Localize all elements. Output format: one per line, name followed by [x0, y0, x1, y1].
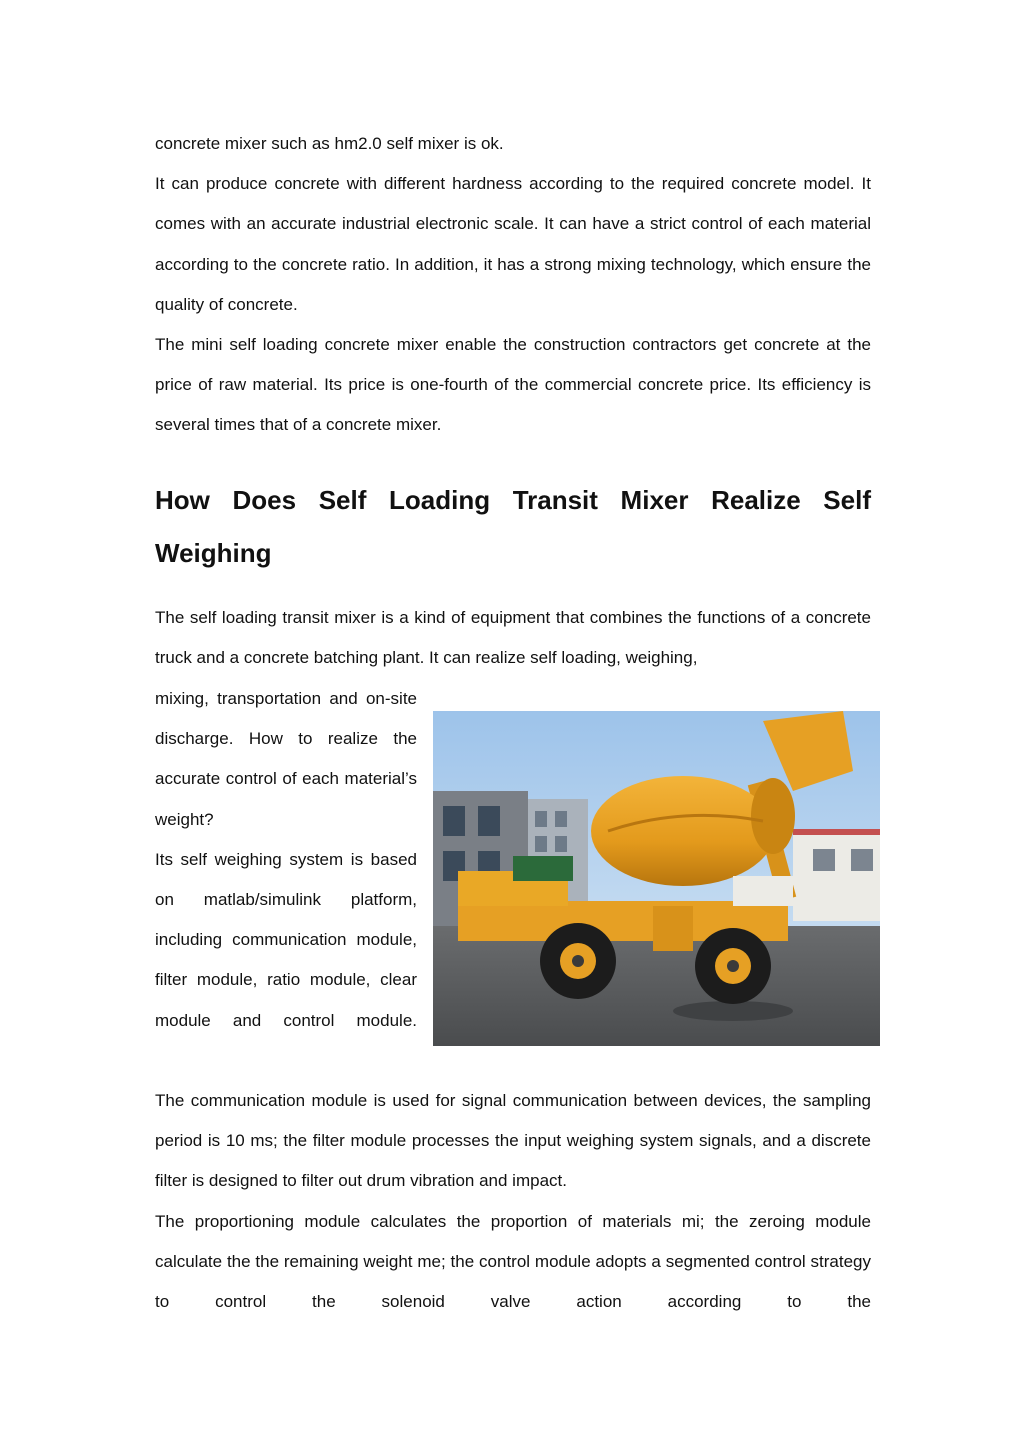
paragraph: The mini self loading concrete mixer enable the construction contractors get concrete at the price of raw material. Its price is one-fourth of the commercial concrete price. Its efficiency is several times that of a concrete mixer.: [155, 335, 871, 435]
side-text-block: [155, 679, 417, 1041]
paragraph: Its self weighing system is based on matlab/simulink platform, including communication module, filter module, ratio module, clear module and control module.: [155, 849, 417, 1030]
paragraph: concrete mixer such as hm2.0 self mixer is ok.: [155, 134, 504, 153]
top-text-block: [155, 124, 871, 446]
mixer-truck-photo: [433, 711, 880, 1046]
paragraph: mixing, transportation and on-site discharge. How to realize the accurate control of each material’s weight?: [155, 689, 417, 829]
paragraph: It can produce concrete with different hardness according to the required concrete model. It comes with an accurate industrial electronic scale. It can have a strict control of each material according to the concrete ratio. In addition, it has a strong mixing technology, which ensure the quality of concrete.: [155, 174, 871, 314]
bottom-text-block: [155, 1081, 871, 1322]
paragraph: The communication module is used for signal communication between devices, the sampling period is 10 ms; the filter module processes the input weighing system signals, and a discrete filter is designed to filter out drum vibration and impact.: [155, 1091, 871, 1191]
section-heading: How Does Self Loading Transit Mixer Realize Self Weighing: [155, 485, 871, 568]
paragraph: The self loading transit mixer is a kind of equipment that combines the functions of a concrete truck and a concrete batching plant. It can realize self loading, weighing,: [155, 608, 871, 668]
paragraph: The proportioning module calculates the proportion of materials mi; the zeroing module calculate the the remaining weight me; the control module adopts a segmented control strategy to control the solenoid valve action according to the: [155, 1211, 871, 1312]
mixer-truck-illustration: [433, 711, 880, 1046]
intro-block: [155, 598, 871, 678]
